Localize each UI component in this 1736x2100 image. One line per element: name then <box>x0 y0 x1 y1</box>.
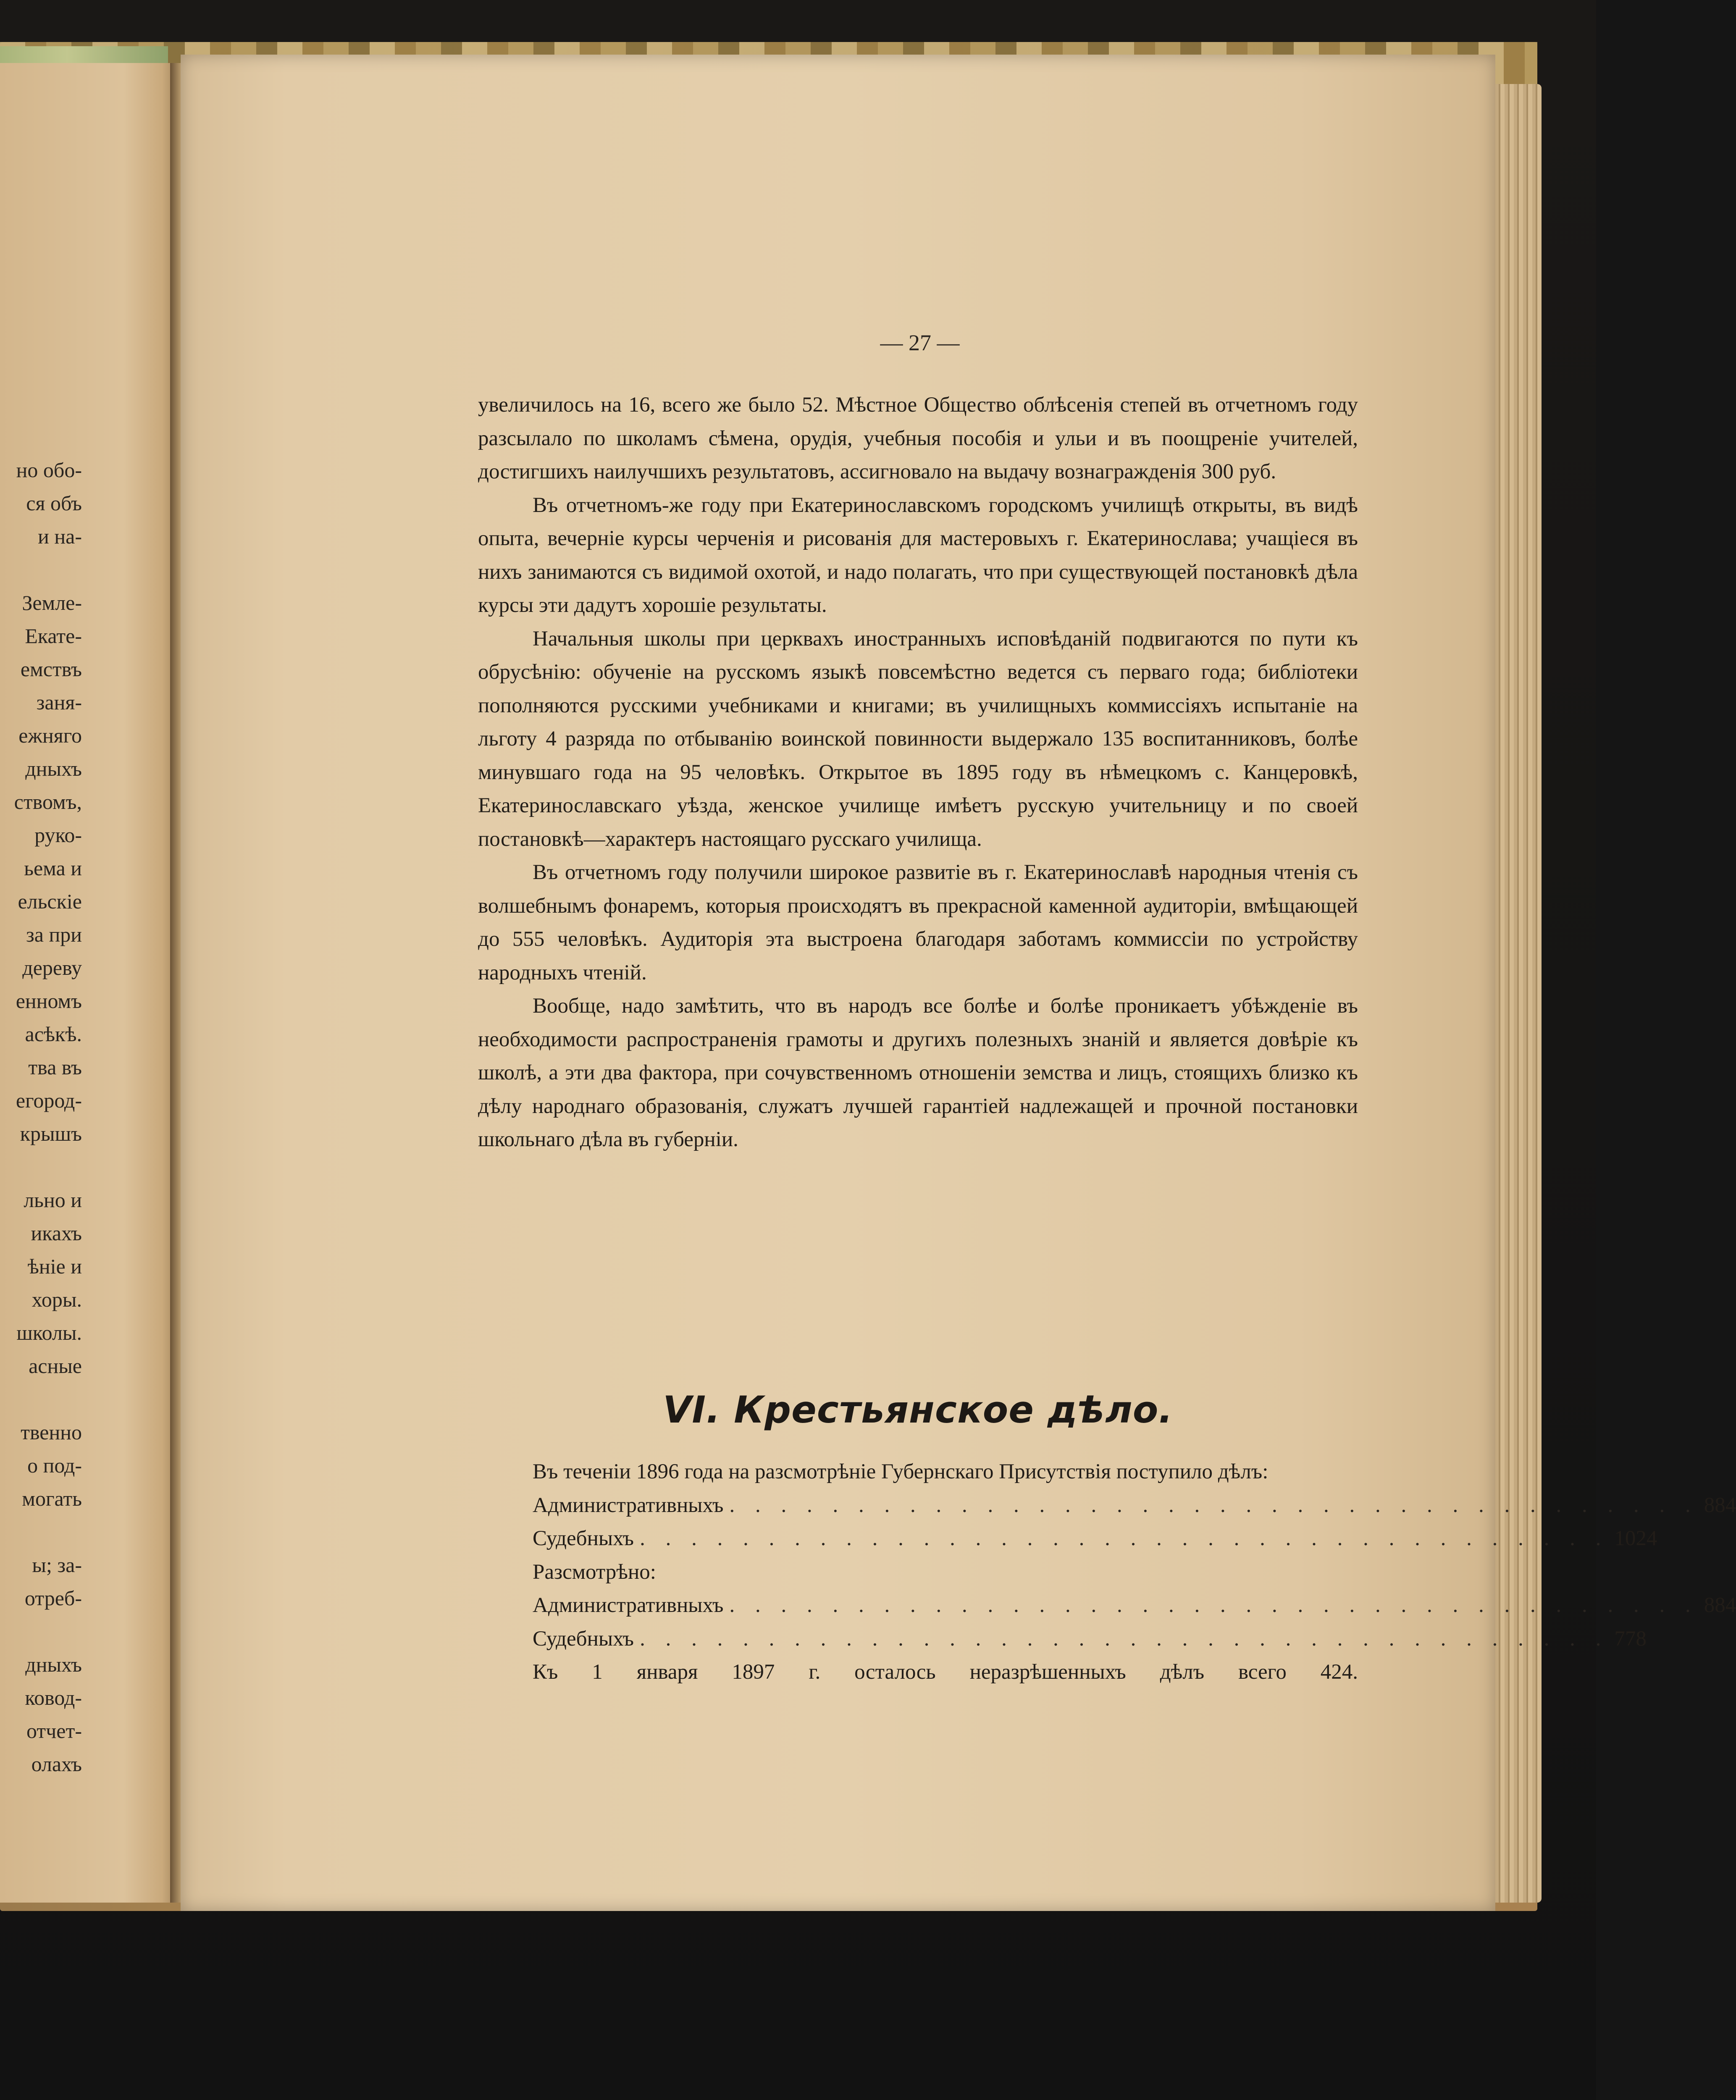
left-page-line: крышъ <box>20 1122 82 1145</box>
peasant-affairs-section <box>478 1455 1736 1689</box>
left-page-line: икахъ <box>31 1221 82 1245</box>
row-value: 884 <box>1704 1493 1736 1517</box>
leader-dots: . . . . . . . . . . . . . . . . . . . . . . . . . . . . . . . . . . . . . . <box>729 1593 1698 1617</box>
leader-dots: . . . . . . . . . . . . . . . . . . . . . . . . . . . . . . . . . . . . . . <box>640 1627 1609 1651</box>
left-page-line: асные <box>29 1354 82 1378</box>
left-page-line: ьема и <box>24 856 82 880</box>
education-section-text <box>478 388 1358 1157</box>
left-page-line <box>0 1383 176 1416</box>
left-page-line: о под- <box>27 1454 82 1477</box>
reviewed-row <box>478 1589 1736 1622</box>
left-page-line: Земле- <box>22 591 82 614</box>
received-row <box>478 1489 1736 1522</box>
left-page-line: енномъ <box>16 989 82 1013</box>
left-page-line: ельскіе <box>18 890 82 913</box>
reviewed-row <box>478 1622 1647 1656</box>
left-page-line: отреб- <box>24 1586 82 1610</box>
left-page-line: дныхъ <box>25 757 82 780</box>
left-page-line: дереву <box>22 956 82 979</box>
left-page-text <box>0 454 176 1781</box>
row-label: Судебныхъ <box>533 1527 634 1550</box>
left-page-line: но обо- <box>16 458 82 482</box>
row-value: 778 <box>1614 1627 1647 1651</box>
row-value: 884 <box>1704 1593 1736 1617</box>
left-page-line: дныхъ <box>25 1653 82 1676</box>
paragraph: Начальныя школы при церквахъ иностранныхъ исповѣданій подвигаются по пути къ обрусѣнію: обученіе на русскомъ языкѣ повсемѣстно ведется съ перваго года; библіотеки пополняются русскими учебниками и книгами; въ училищныхъ коммиссіяхъ испытаніе на льготу 4 разряда по отбыванію воинской повинности выдержало 135 воспитанниковъ, болѣе минувшаго года на 95 человѣкъ. Открытое въ 1895 году въ нѣмецкомъ с. Канцеровкѣ, Екатеринославскаго уѣзда, женское училище имѣетъ русскую учительницу и по своей постановкѣ—характеръ настоящаго русскаго училища. <box>478 627 1358 851</box>
left-page-line: ствомъ, <box>14 790 82 814</box>
left-page-line: за при <box>26 923 82 946</box>
row-value: 1024 <box>1614 1527 1657 1550</box>
left-page-line <box>0 1150 176 1184</box>
left-page-line <box>0 1515 176 1549</box>
paragraph: Въ отчетномъ-же году при Екатеринославскомъ городскомъ училищѣ открыты, въ видѣ опыта, вечерніе курсы черченія и рисованія для мастеровыхъ г. Екатеринослава; учащіеся въ нихъ занимаются съ видимой охотой, и надо полагать, что при существующей постановкѣ дѣла курсы эти дадутъ хорошіе результаты. <box>478 493 1358 617</box>
left-page-line: ся объ <box>26 491 82 515</box>
left-page-line <box>0 1615 176 1648</box>
row-label: Судебныхъ <box>533 1627 634 1651</box>
left-page-line: руко- <box>34 823 82 847</box>
left-page-line <box>0 553 176 586</box>
left-page-line: ѣніе и <box>27 1255 82 1278</box>
page-number: — 27 — <box>880 330 960 355</box>
leader-dots: . . . . . . . . . . . . . . . . . . . . . . . . . . . . . . . . . . . . . . <box>729 1493 1698 1517</box>
left-page-line: могать <box>22 1487 82 1510</box>
left-page-line: ы; за- <box>32 1553 82 1577</box>
paragraph: увеличилось на 16, всего же было 52. Мѣстное Общество облѣсенія степей въ отчетномъ году разсылало по школамъ сѣмена, орудія, учебныя пособія и ульи и въ поощреніе учителей, достигшихъ наилучшихъ результатовъ, ассигновало на выдачу вознагражденія 300 руб. <box>478 393 1358 483</box>
left-page <box>0 63 176 1903</box>
section-heading: VI. Крестьянское дѣло. <box>663 1388 1173 1431</box>
left-page-line: ежняго <box>18 724 82 747</box>
left-page-line: хоры. <box>32 1288 82 1311</box>
left-page-line: отчет- <box>26 1719 82 1743</box>
left-page-line: емствъ <box>20 657 82 681</box>
leader-dots: . . . . . . . . . . . . . . . . . . . . . . . . . . . . . . . . . . . . . . <box>640 1527 1609 1550</box>
left-page-line: асѣкѣ. <box>25 1022 82 1046</box>
left-page-line: и на- <box>38 525 82 548</box>
left-page-line: твенно <box>21 1420 82 1444</box>
left-page-line: ковод- <box>25 1686 82 1709</box>
row-label: Административныхъ <box>533 1593 724 1617</box>
row-label: Административныхъ <box>533 1493 724 1517</box>
left-page-line: тва въ <box>28 1055 82 1079</box>
peasant-intro: Въ теченіи 1896 года на разсмотрѣніе Губернскаго Присутствія поступило дѣлъ: <box>533 1460 1269 1483</box>
left-page-line: олахъ <box>31 1752 82 1776</box>
reviewed-heading: Разсмотрѣно: <box>533 1560 656 1584</box>
received-row <box>478 1522 1657 1556</box>
left-page-line: егород- <box>16 1089 82 1112</box>
left-page-line: льно и <box>24 1188 82 1212</box>
left-page-line: Екате- <box>25 624 82 648</box>
paragraph: Вообще, надо замѣтить, что въ народъ все болѣе и болѣе проникаетъ убѣжденіе въ необходимости распространенія грамоты и другихъ полезныхъ знаній и является довѣріе къ школѣ, а эти два фактора, при сочувственномъ отношеніи земства и лицъ, стоящихъ близко къ дѣлу народнаго образованія, служатъ лучшей гарантіей надлежащей и прочной постановки школьнаго дѣла въ губерніи. <box>478 994 1358 1151</box>
paragraph: Въ отчетномъ году получили широкое развитіе въ г. Екатеринославѣ народныя чтенія съ волшебнымъ фонаремъ, которыя происходятъ въ прекрасной каменной аудиторіи, вмѣщающей до 555 человѣкъ. Аудиторія эта выстроена благодаря заботамъ коммиссіи по устройству народныхъ чтеній. <box>478 861 1358 984</box>
left-page-line: заня- <box>36 690 82 714</box>
final-line: Къ 1 января 1897 г. осталось неразрѣшенныхъ дѣлъ всего 424. <box>533 1660 1358 1684</box>
left-page-line: школы. <box>16 1321 82 1344</box>
